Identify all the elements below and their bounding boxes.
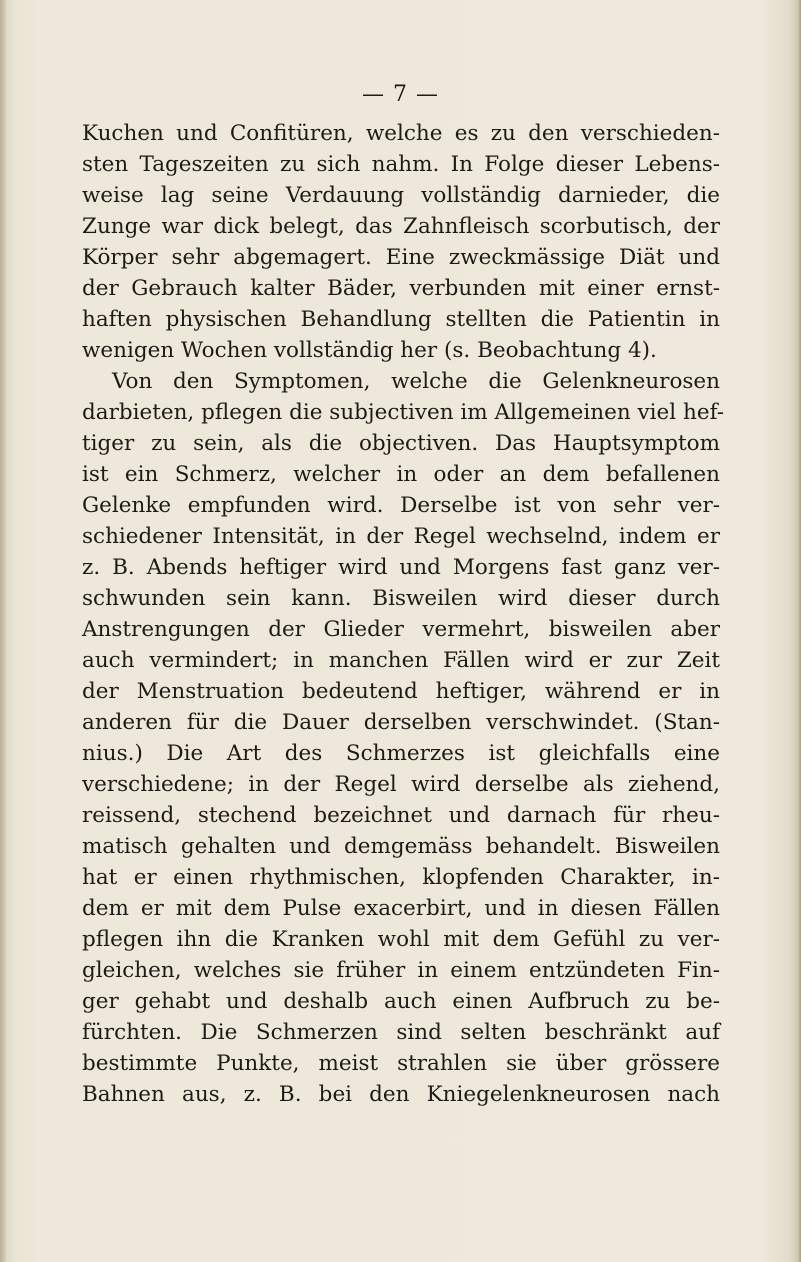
text-line: auch vermindert; in manchen Fällen wird er zur Zeit xyxy=(82,648,720,673)
text-line: pflegen ihn die Kranken wohl mit dem Gefühl zu ver- xyxy=(82,927,720,952)
text-line: sten Tageszeiten zu sich nahm. In Folge dieser Lebens- xyxy=(82,152,720,177)
text-line: Gelenke empfunden wird. Derselbe ist von sehr ver- xyxy=(82,493,720,518)
text-line: matisch gehalten und demgemäss behandelt. Bisweilen xyxy=(82,834,720,859)
text-line: wenigen Wochen vollständig her (s. Beobachtung 4). xyxy=(82,338,657,363)
text-line: hat er einen rhythmischen, klopfenden Charakter, in- xyxy=(82,865,720,890)
text-line: darbieten, pflegen die subjectiven im Allgemeinen viel hef- xyxy=(82,400,725,425)
text-line: tiger zu sein, als die objectiven. Das Hauptsymptom xyxy=(82,431,720,456)
text-line: anderen für die Dauer derselben verschwindet. (Stan- xyxy=(82,710,720,735)
text-line: der Gebrauch kalter Bäder, verbunden mit einer ernst- xyxy=(82,276,720,301)
text-line: Von den Symptomen, welche die Gelenkneurosen xyxy=(112,369,720,394)
text-line: Körper sehr abgemagert. Eine zweckmässige Diät und xyxy=(82,245,720,270)
text-line: nius.) Die Art des Schmerzes ist gleichfalls eine xyxy=(82,741,720,766)
page-left-edge xyxy=(0,0,6,1262)
text-line: Kuchen und Confitüren, welche es zu den verschieden- xyxy=(82,121,720,146)
text-line: schwunden sein kann. Bisweilen wird dieser durch xyxy=(82,586,720,611)
text-line: Bahnen aus, z. B. bei den Kniegelenkneurosen nach xyxy=(82,1082,720,1107)
text-line: Zunge war dick belegt, das Zahnfleisch scorbutisch, der xyxy=(82,214,720,239)
text-line: Anstrengungen der Glieder vermehrt, bisweilen aber xyxy=(82,617,720,642)
text-line: schiedener Intensität, in der Regel wechselnd, indem er xyxy=(82,524,720,549)
text-line: verschiedene; in der Regel wird derselbe als ziehend, xyxy=(82,772,720,797)
text-line: weise lag seine Verdauung vollständig darnieder, die xyxy=(82,183,720,208)
text-line: dem er mit dem Pulse exacerbirt, und in diesen Fällen xyxy=(82,896,720,921)
text-line: der Menstruation bedeutend heftiger, während er in xyxy=(82,679,720,704)
text-line: haften physischen Behandlung stellten die Patientin in xyxy=(82,307,720,332)
text-line: ist ein Schmerz, welcher in oder an dem befallenen xyxy=(82,462,720,487)
body-text xyxy=(82,118,725,1110)
text-line: gleichen, welches sie früher in einem entzündeten Fin- xyxy=(82,958,720,983)
text-line: bestimmte Punkte, meist strahlen sie über grössere xyxy=(82,1051,720,1076)
text-line: reissend, stechend bezeichnet und darnach für rheu- xyxy=(82,803,720,828)
page-right-edge xyxy=(797,0,801,1262)
text-line: ger gehabt und deshalb auch einen Aufbruch zu be- xyxy=(82,989,720,1014)
text-line: z. B. Abends heftiger wird und Morgens fast ganz ver- xyxy=(82,555,720,580)
text-line: fürchten. Die Schmerzen sind selten beschränkt auf xyxy=(82,1020,720,1045)
page-number: — 7 — xyxy=(362,82,439,107)
